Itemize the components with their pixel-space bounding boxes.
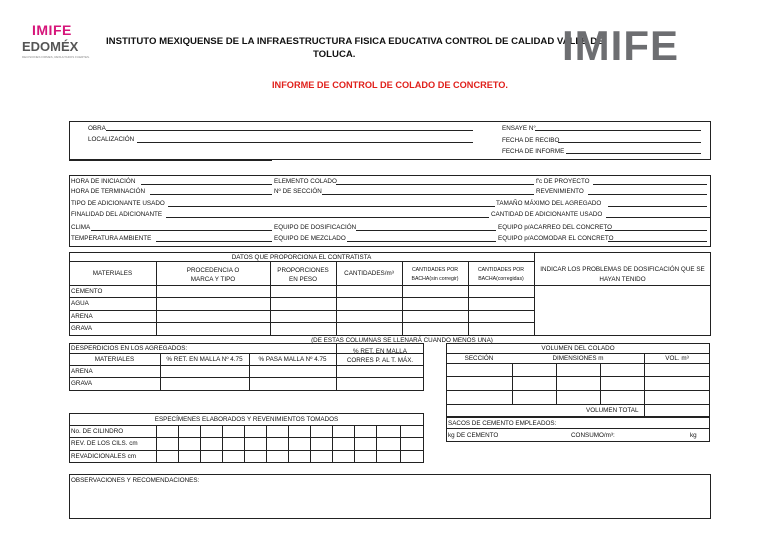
acomodar-line[interactable] bbox=[608, 241, 707, 242]
row-arena: ARENA bbox=[71, 313, 93, 320]
observaciones-label: OBSERVACIONES Y RECOMENDACIONES: bbox=[71, 477, 200, 484]
finalidad-line[interactable] bbox=[166, 217, 489, 218]
problemas-divider bbox=[534, 285, 711, 286]
localizacion-label: LOCALIZACIÓN bbox=[88, 136, 135, 143]
esp-row-rev-adicionales: REVADICIONALES cm bbox=[71, 453, 136, 460]
row-grava: GRAVA bbox=[71, 325, 93, 332]
esp-row-cilindro: No. DE CILINDRO bbox=[71, 428, 124, 435]
volumen-title: VOLUMEN DEL COLADO bbox=[541, 345, 615, 352]
brand-imife: IMIFE bbox=[562, 22, 679, 69]
col-materiales: MATERIALES bbox=[92, 270, 133, 277]
desp-col-materiales: MATERIALES bbox=[94, 356, 135, 363]
finalidad-label: FINALIDAD DEL ADICIONANTE bbox=[71, 211, 163, 218]
tipo-adicionante-line[interactable] bbox=[168, 206, 495, 207]
cantidad-adicionante-line[interactable] bbox=[606, 217, 710, 218]
hora-inicio-line[interactable] bbox=[141, 184, 272, 185]
esp-row-rev-cils: REV. DE LOS CILS. cm bbox=[71, 440, 138, 447]
sacos-consumo-label: CONSUMO/m³: bbox=[571, 432, 615, 439]
sacos-unit: kg bbox=[690, 432, 697, 439]
logo-imife-text: IMIFE bbox=[32, 22, 72, 38]
desp-row-grava: GRAVA bbox=[71, 380, 93, 387]
fecha-recibo-line[interactable] bbox=[558, 142, 701, 143]
sacos-kg-label: kg DE CEMENTO bbox=[448, 432, 499, 439]
col-procedencia: PROCEDENCIA O MARCA Y TIPO bbox=[186, 267, 240, 283]
imife-logo bbox=[22, 22, 98, 64]
col-proporciones: PROPORCIONES EN PESO bbox=[277, 267, 329, 283]
hora-inicio-label: HORA DE INICIACIÓN bbox=[71, 178, 136, 185]
revenimiento-line[interactable] bbox=[588, 194, 707, 195]
vol-col-seccion: SECCIÓN bbox=[464, 355, 494, 362]
ensaye-line[interactable] bbox=[535, 130, 701, 131]
clima-line[interactable] bbox=[91, 230, 272, 231]
desp-col-ret-max: % RET. EN MALLA CORRES P. AL T. MÁX. bbox=[346, 348, 414, 364]
revenimiento-label: REVENIMIENTO bbox=[536, 188, 584, 195]
especimenes-title: ESPECÍMENES ELABORADOS Y REVENIMIENTOS TOMADOS bbox=[154, 416, 339, 423]
vol-col-vol: VOL. m³ bbox=[665, 355, 689, 362]
localizacion-line[interactable] bbox=[137, 142, 473, 143]
seccion-line[interactable] bbox=[322, 194, 534, 195]
header-line1: INSTITUTO MEXIQUENSE DE LA INFRAESTRUCTURA FISICA EDUCATIVA CONTROL DE CALIDAD VALLE DE bbox=[106, 36, 604, 47]
temperatura-line[interactable] bbox=[156, 241, 272, 242]
vol-col-dimensiones: DIMENSIONES m bbox=[552, 355, 604, 362]
desp-col-ret: % RET. EN MALLA Nº 4.75 bbox=[166, 356, 243, 363]
mezclado-label: EQUIPO DE MEZCLADO bbox=[274, 235, 346, 242]
col-cantidades: CANTIDADES/m³ bbox=[344, 270, 394, 277]
elemento-label: ELEMENTO COLADO bbox=[274, 178, 337, 185]
acomodar-label: EQUIPO p/ACOMODAR EL CONCRETO bbox=[498, 235, 614, 242]
sacos-title: SACOS DE CEMENTO EMPLEADOS: bbox=[448, 420, 557, 427]
tamano-label: TAMAÑO MÁXIMO DEL AGREGADO bbox=[496, 200, 602, 207]
fc-line[interactable] bbox=[593, 184, 707, 185]
top-box bbox=[69, 121, 711, 160]
cantidad-adicionante-label: CANTIDAD DE ADICIONANTE USADO bbox=[491, 211, 603, 218]
hora-termino-line[interactable] bbox=[150, 194, 272, 195]
hora-termino-label: HORA DE TERMINACIÓN bbox=[71, 188, 146, 195]
desp-row-arena: ARENA bbox=[71, 368, 93, 375]
row-agua: AGUA bbox=[71, 300, 89, 307]
desp-col-pasa: % PASA MALLA Nº 4.75 bbox=[258, 356, 327, 363]
acarreo-label: EQUIPO p/ACARREO DEL CONCRETO bbox=[498, 224, 613, 231]
obra-line[interactable] bbox=[106, 130, 473, 131]
col-bacha-corr: CANTIDADES POR BACHA(corregidas) bbox=[477, 267, 525, 282]
ensaye-label: ENSAYE N° bbox=[502, 125, 536, 132]
tipo-adicionante-label: TIPO DE ADICIONANTE USADO bbox=[71, 200, 165, 207]
dosificacion-label: EQUIPO DE DOSIFICACIÓN bbox=[274, 224, 357, 231]
clima-label: CLIMA bbox=[71, 224, 91, 231]
contratista-note: (DE ESTAS COLUMNAS SE LLENARÁ CUANDO MENOS UNA) bbox=[311, 337, 493, 344]
tamano-line[interactable] bbox=[608, 206, 707, 207]
fecha-informe-line[interactable] bbox=[566, 153, 701, 154]
fecha-recibo-label: FECHA DE RECIBO bbox=[502, 137, 560, 144]
col-bacha-sin: CANTIDADES POR BACHA(sin corregir) bbox=[411, 267, 459, 282]
mezclado-line[interactable] bbox=[347, 241, 496, 242]
logo-edomex-text: EDOMÉX bbox=[22, 39, 79, 54]
fc-label: f'c DE PROYECTO bbox=[536, 178, 590, 185]
vol-total-label: VOLUMEN TOTAL bbox=[586, 407, 639, 414]
header-line2: TOLUCA. bbox=[313, 49, 356, 60]
logo-tagline: DECISIONES FIRMES, RESULTADOS FUERTES. bbox=[22, 55, 90, 59]
col-problemas: INDICAR LOS PROBLEMAS DE DOSIFICACIÓN QUE SE HAYAN TENIDO bbox=[540, 266, 705, 283]
temperatura-label: TEMPERATURA AMBIENTE bbox=[71, 235, 152, 242]
general-box bbox=[69, 175, 711, 247]
obra-label: OBRA bbox=[88, 125, 106, 132]
top-extra-line bbox=[69, 160, 272, 161]
report-title: INFORME DE CONTROL DE COLADO DE CONCRETO. bbox=[272, 80, 508, 90]
dosificacion-line[interactable] bbox=[356, 230, 496, 231]
fecha-informe-label: FECHA DE INFORME bbox=[502, 148, 565, 155]
elemento-line[interactable] bbox=[336, 184, 534, 185]
desperdicios-title: DESPERDICIOS EN LOS AGREGADOS: bbox=[71, 345, 188, 352]
seccion-label: Nº DE SECCIÓN bbox=[274, 188, 322, 195]
row-cemento: CEMENTO bbox=[71, 288, 103, 295]
acarreo-line[interactable] bbox=[605, 230, 707, 231]
contratista-title: DATOS QUE PROPORCIONA EL CONTRATISTA bbox=[231, 254, 372, 261]
